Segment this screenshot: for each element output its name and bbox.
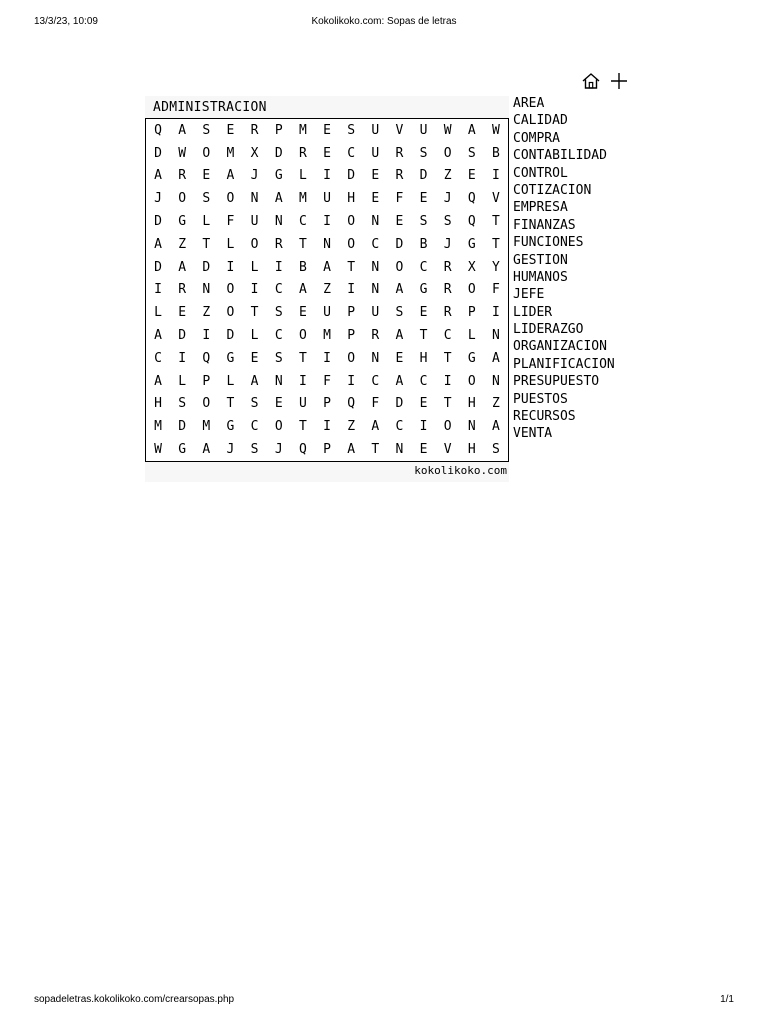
grid-cell[interactable]: E [395,350,404,366]
grid-cell[interactable]: S [467,145,476,161]
grid-cell[interactable]: J [443,236,452,252]
grid-cell[interactable]: O [443,145,452,161]
grid-cell[interactable]: I [178,350,187,366]
grid-cell[interactable]: N [467,419,476,435]
home-icon[interactable] [580,70,602,92]
grid-cell[interactable]: L [226,373,235,389]
grid-cell[interactable]: G [178,442,187,458]
grid-cell[interactable]: J [274,442,283,458]
grid-cell[interactable]: D [395,236,404,252]
grid-cell[interactable]: R [178,168,187,184]
grid-cell[interactable]: A [347,442,356,458]
grid-cell[interactable]: P [323,396,331,412]
word-list-item: PRESUPUESTO [513,374,600,390]
print-page-number: 1/1 [720,994,734,1005]
grid-cell[interactable]: N [274,214,283,230]
grid-cell[interactable]: N [250,191,259,207]
grid-cell[interactable]: S [492,442,500,458]
grid-cell[interactable]: P [323,442,331,458]
grid-cell[interactable]: W [154,442,162,458]
grid-cell[interactable]: O [226,305,235,321]
grid-cell[interactable]: Z [492,396,500,412]
grid-cell[interactable]: R [298,145,307,161]
grid-cell[interactable]: S [202,122,211,138]
grid-cell[interactable]: E [467,168,476,184]
word-list-item: ORGANIZACION [513,339,607,355]
grid-cell[interactable]: T [347,259,356,275]
word-list-item: FUNCIONES [513,235,584,251]
grid-cell[interactable]: F [323,373,331,389]
grid-cell[interactable]: A [298,282,307,298]
grid-cell[interactable]: D [178,328,187,344]
grid-cell[interactable]: I [323,168,331,184]
word-list [513,95,663,443]
grid-cell[interactable]: O [202,396,211,412]
grid-cell[interactable]: H [467,396,476,412]
grid-cell[interactable]: C [274,282,283,298]
grid-cell[interactable]: O [226,191,235,207]
grid-cell[interactable]: C [347,145,356,161]
grid-cell[interactable]: N [492,373,500,389]
print-footer [0,994,768,1010]
grid-cell[interactable]: S [419,145,428,161]
grid-cell[interactable]: T [443,396,452,412]
grid-cell[interactable]: O [467,373,476,389]
grid-cell[interactable]: N [371,259,380,275]
grid-cell[interactable]: I [154,282,162,298]
word-list-item: COTIZACION [513,182,592,198]
grid-cell[interactable]: U [371,305,380,321]
grid-cell[interactable]: L [178,373,187,389]
grid-cell[interactable]: E [371,168,380,184]
grid-cell[interactable]: F [226,214,235,230]
grid-cell[interactable]: A [226,168,235,184]
grid-cell[interactable]: T [298,419,307,435]
grid-cell[interactable]: A [154,236,162,252]
grid-cell[interactable]: G [274,168,283,184]
grid-cell[interactable]: W [443,122,452,138]
grid-cell[interactable]: Z [443,168,452,184]
grid-cell[interactable]: S [250,396,259,412]
grid-cell[interactable]: R [178,282,187,298]
grid-cell[interactable]: O [226,282,235,298]
grid-cell[interactable]: I [298,373,307,389]
plus-icon[interactable] [608,70,630,92]
grid-cell[interactable]: C [298,214,307,230]
grid-cell[interactable]: I [202,328,211,344]
grid-cell[interactable]: B [492,145,500,161]
grid-cell[interactable]: O [298,328,307,344]
grid-cell[interactable]: W [178,145,187,161]
word-list-item: AREA [513,96,545,111]
grid-cell[interactable]: Z [178,236,187,252]
grid-cell[interactable]: J [443,191,452,207]
grid-cell[interactable]: S [443,214,452,230]
print-page-title: Kokolikoko.com: Sopas de letras [311,16,457,27]
grid-cell[interactable]: D [178,419,187,435]
grid-cell[interactable]: C [443,328,452,344]
grid-cell[interactable]: I [419,419,428,435]
word-list-item: LIDERAZGO [513,322,584,338]
grid-cell[interactable]: S [250,442,259,458]
grid-cell[interactable]: I [323,419,331,435]
grid-cell[interactable]: H [467,442,476,458]
grid-cell[interactable]: I [323,350,331,366]
grid-cell[interactable]: O [347,350,356,366]
grid-cell[interactable]: R [395,145,404,161]
grid-cell[interactable]: L [202,214,211,230]
grid-cell[interactable]: C [154,350,162,366]
grid-cell[interactable]: M [323,328,331,344]
grid-cell[interactable]: S [178,396,187,412]
grid-cell[interactable]: O [395,259,404,275]
grid-cell[interactable]: L [467,328,476,344]
site-credit: kokolikoko.com [414,464,507,477]
grid-cell[interactable]: M [202,419,211,435]
toolbar [580,70,632,94]
grid-cell[interactable]: R [443,305,452,321]
grid-cell[interactable]: I [347,282,356,298]
grid-cell[interactable]: P [202,373,211,389]
word-list-item: HUMANOS [513,269,568,285]
grid-cell[interactable]: E [419,396,428,412]
grid-cell[interactable]: S [202,191,211,207]
grid-cell[interactable]: N [202,282,211,298]
grid-cell[interactable]: E [419,191,428,207]
grid-cell[interactable]: F [395,191,404,207]
grid-cell[interactable]: I [323,214,331,230]
grid-cell[interactable]: H [154,396,162,412]
grid-cell[interactable]: Q [467,214,476,230]
grid-cell[interactable]: A [274,191,283,207]
word-list-item: RECURSOS [513,409,576,425]
grid-cell[interactable]: S [395,305,404,321]
word-list-item: VENTA [513,426,553,442]
grid-cell[interactable]: O [250,236,259,252]
grid-cell[interactable]: N [274,373,283,389]
grid-cell[interactable]: Y [492,259,500,275]
grid-cell[interactable]: F [492,282,500,298]
puzzle-title: ADMINISTRACION [153,100,267,115]
grid-cell[interactable]: T [492,236,500,252]
grid-cell[interactable]: A [154,168,162,184]
grid-cell[interactable]: T [298,236,307,252]
grid-cell[interactable]: R [274,236,283,252]
grid-cell[interactable]: E [178,305,187,321]
word-list-item: CONTROL [513,165,568,181]
grid-cell[interactable]: U [323,191,331,207]
word-list-item: FINANZAS [513,217,576,233]
print-header [0,16,768,32]
grid-cell[interactable]: D [274,145,283,161]
grid-cell[interactable]: S [347,122,356,138]
grid-cell[interactable]: D [154,214,162,230]
grid-cell[interactable]: E [298,305,307,321]
grid-cell[interactable]: A [395,373,404,389]
grid-cell[interactable]: I [443,373,452,389]
grid-cell[interactable]: N [371,350,380,366]
grid-cell[interactable]: Q [298,442,307,458]
grid-cell[interactable]: T [443,350,452,366]
grid-cell[interactable]: U [298,396,307,412]
grid-cell[interactable]: V [443,442,452,458]
grid-cell[interactable]: S [419,214,428,230]
grid-cell[interactable]: U [250,214,259,230]
grid-cell[interactable]: X [467,259,476,275]
grid-cell[interactable]: I [492,305,500,321]
grid-cell[interactable]: E [323,145,331,161]
grid-cell[interactable]: E [323,122,331,138]
print-url: sopadeletras.kokolikoko.com/crearsopas.php [34,994,235,1005]
word-list-item: COMPRA [513,130,560,146]
grid-cell[interactable]: Q [202,350,211,366]
grid-cell[interactable]: C [371,373,380,389]
grid-cell[interactable]: I [492,168,500,184]
word-list-item: PLANIFICACION [513,356,615,372]
grid-cell[interactable]: A [492,350,500,366]
grid-cell[interactable]: E [274,396,283,412]
letter-grid [146,119,508,461]
grid-cell[interactable]: A [395,282,404,298]
grid-cell[interactable]: J [250,168,259,184]
grid-cell[interactable]: I [347,373,356,389]
grid-cell[interactable]: L [226,236,235,252]
grid-cell[interactable]: Q [467,191,476,207]
grid-cell[interactable]: M [298,191,307,207]
grid-cell[interactable]: D [202,259,211,275]
word-search-puzzle [145,96,509,482]
grid-cell[interactable]: E [419,442,428,458]
letter-grid-frame [145,118,509,462]
grid-cell[interactable]: D [154,145,162,161]
grid-cell[interactable]: A [154,328,162,344]
grid-cell[interactable]: T [298,350,307,366]
grid-cell[interactable]: C [419,259,428,275]
grid-cell[interactable]: M [226,145,235,161]
grid-cell[interactable]: G [178,214,187,230]
grid-cell[interactable]: A [178,122,187,138]
grid-cell[interactable]: Z [323,282,331,298]
grid-cell[interactable]: A [492,419,500,435]
grid-cell[interactable]: D [395,396,404,412]
grid-cell[interactable]: A [202,442,211,458]
grid-cell[interactable]: N [371,214,380,230]
grid-cell[interactable]: N [492,328,500,344]
grid-cell[interactable]: T [492,214,500,230]
grid-cell[interactable]: Z [202,305,211,321]
grid-cell[interactable]: A [371,419,380,435]
grid-cell[interactable]: P [274,122,283,138]
grid-cell[interactable]: U [419,122,428,138]
grid-cell[interactable]: R [443,282,452,298]
grid-cell[interactable]: I [274,259,283,275]
grid-cell[interactable]: P [347,328,356,344]
grid-cell[interactable]: L [154,305,162,321]
grid-cell[interactable]: J [154,191,162,207]
grid-cell[interactable]: O [202,145,211,161]
word-list-item: LIDER [513,304,553,320]
grid-cell[interactable]: A [323,259,331,275]
grid-cell[interactable]: D [347,168,356,184]
grid-cell[interactable]: G [226,350,235,366]
grid-cell[interactable]: U [371,122,380,138]
grid-cell[interactable]: C [371,236,380,252]
grid-cell[interactable]: O [467,282,476,298]
grid-cell[interactable]: E [226,122,235,138]
grid-cell[interactable]: G [467,350,476,366]
grid-cell[interactable]: I [226,259,235,275]
grid-cell[interactable]: N [395,442,404,458]
grid-cell[interactable]: A [395,328,404,344]
word-list-item: EMPRESA [513,200,568,216]
grid-cell[interactable]: U [323,305,331,321]
grid-cell[interactable]: L [250,328,259,344]
grid-cell[interactable]: E [202,168,211,184]
grid-cell[interactable]: A [178,259,187,275]
grid-cell[interactable]: N [371,282,380,298]
grid-cell[interactable]: O [443,419,452,435]
grid-cell[interactable]: R [250,122,259,138]
grid-cell[interactable]: N [323,236,331,252]
grid-cell[interactable]: S [274,350,283,366]
grid-cell[interactable]: C [274,328,283,344]
grid-cell[interactable]: C [250,419,259,435]
grid-cell[interactable]: E [395,214,404,230]
grid-cell[interactable]: T [202,236,211,252]
grid-cell[interactable]: Z [347,419,356,435]
grid-cell[interactable]: D [226,328,235,344]
grid-cell[interactable]: A [467,122,476,138]
grid-cell[interactable]: F [371,396,380,412]
grid-cell[interactable]: L [250,259,259,275]
grid-cell[interactable]: R [395,168,404,184]
grid-cell[interactable]: L [298,168,307,184]
grid-cell[interactable]: A [154,373,162,389]
grid-cell[interactable]: G [226,419,235,435]
grid-cell[interactable]: T [371,442,380,458]
print-datetime: 13/3/23, 10:09 [34,16,98,27]
grid-cell[interactable]: E [250,350,259,366]
grid-cell[interactable]: C [419,373,428,389]
grid-cell[interactable]: O [347,214,356,230]
grid-cell[interactable]: T [250,305,259,321]
grid-cell[interactable]: P [467,305,476,321]
grid-cell[interactable]: O [347,236,356,252]
grid-cell[interactable]: A [250,373,259,389]
grid-cell[interactable]: J [226,442,235,458]
grid-cell[interactable]: Q [154,122,162,138]
grid-cell[interactable]: X [250,145,259,161]
grid-cell[interactable]: O [274,419,283,435]
word-list-item: CONTABILIDAD [513,148,607,164]
grid-cell[interactable]: P [347,305,356,321]
grid-cell[interactable]: T [226,396,235,412]
grid-cell[interactable]: O [178,191,187,207]
grid-cell[interactable]: R [443,259,452,275]
grid-cell[interactable]: W [492,122,500,138]
word-list-item: JEFE [513,287,545,303]
grid-cell[interactable]: H [419,350,428,366]
grid-cell[interactable]: E [371,191,380,207]
grid-cell[interactable]: G [467,236,476,252]
grid-cell[interactable]: G [419,282,428,298]
word-list-item: PUESTOS [513,391,568,407]
grid-cell[interactable]: V [395,122,404,138]
grid-cell[interactable]: U [371,145,380,161]
grid-cell[interactable]: V [492,191,500,207]
grid-cell[interactable]: M [298,122,307,138]
grid-cell[interactable]: B [298,259,307,275]
grid-cell[interactable]: Q [347,396,356,412]
word-list-item: CALIDAD [513,113,568,129]
grid-cell[interactable]: C [395,419,404,435]
grid-cell[interactable]: M [154,419,162,435]
grid-cell[interactable]: D [154,259,162,275]
grid-cell[interactable]: D [419,168,428,184]
grid-cell[interactable]: B [419,236,428,252]
grid-cell[interactable]: S [274,305,283,321]
grid-cell[interactable]: E [419,305,428,321]
grid-cell[interactable]: H [347,191,356,207]
grid-cell[interactable]: T [419,328,428,344]
word-list-item: GESTION [513,252,568,268]
grid-cell[interactable]: I [250,282,259,298]
grid-cell[interactable]: R [371,328,380,344]
